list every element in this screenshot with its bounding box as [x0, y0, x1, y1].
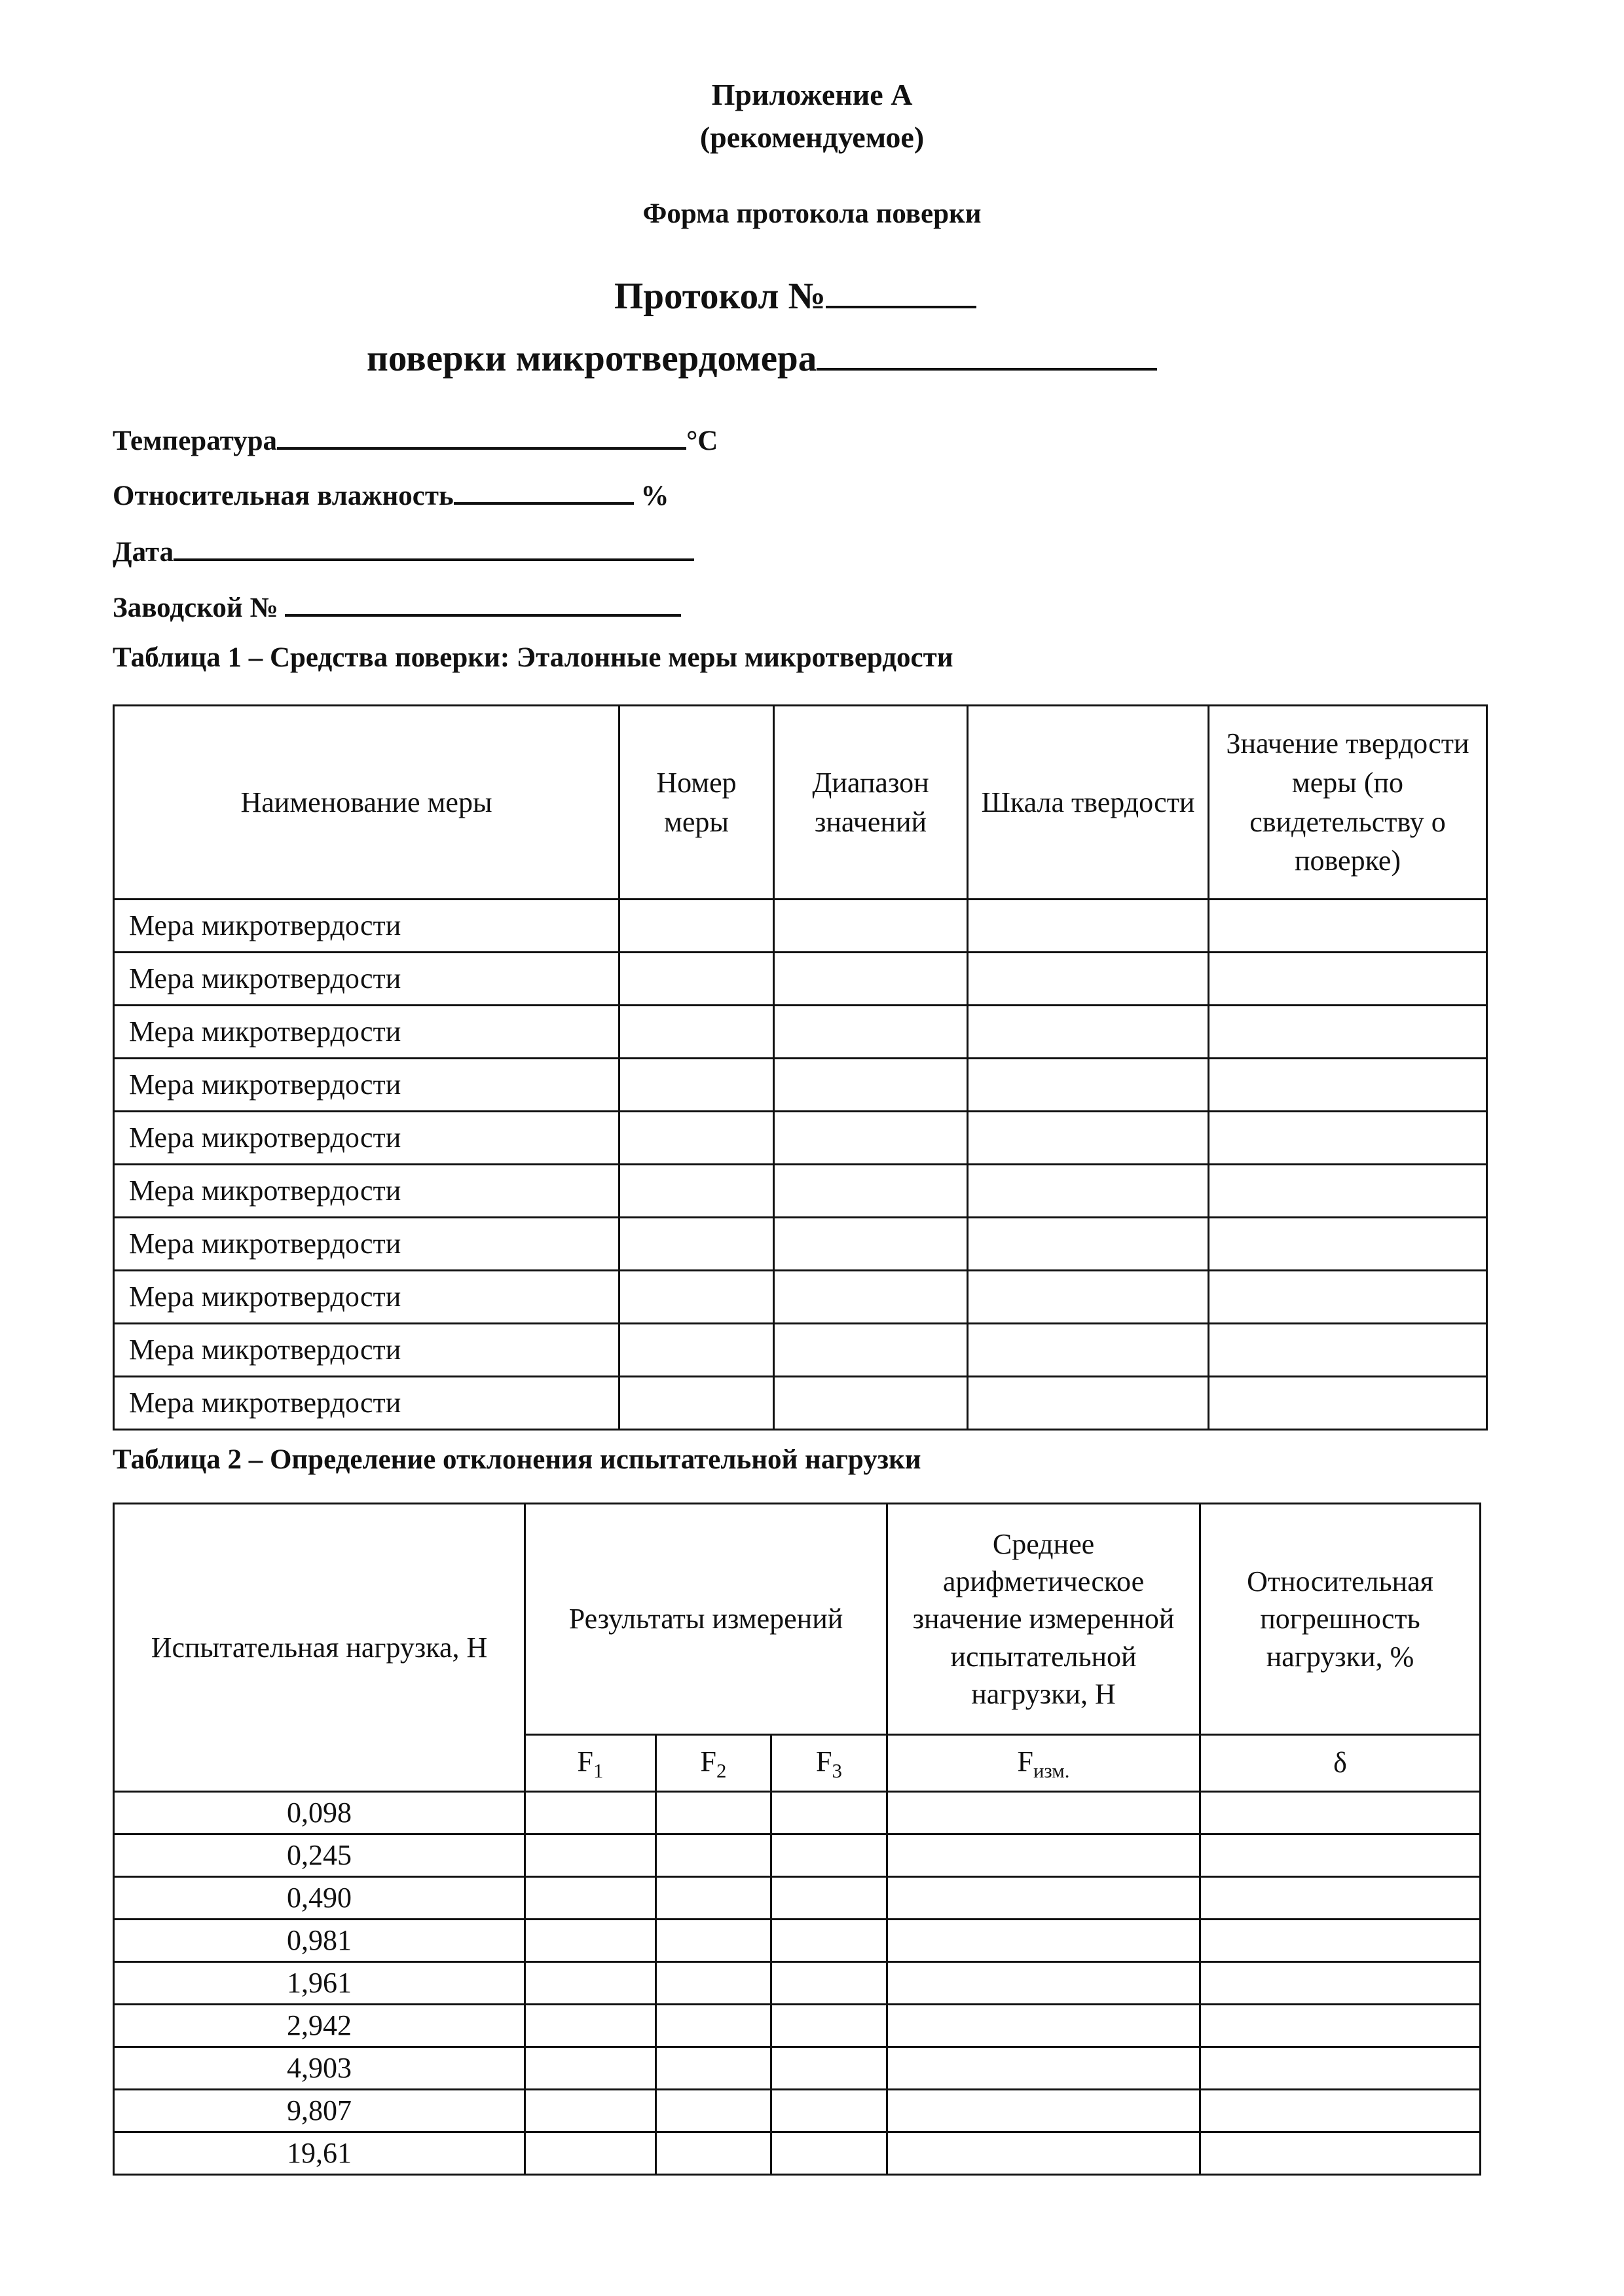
- measure-number-cell[interactable]: [619, 1006, 774, 1059]
- appendix-status: (рекомендуемое): [699, 120, 925, 154]
- hardness-value-cell[interactable]: [1209, 1112, 1487, 1165]
- value-range-cell[interactable]: [774, 1377, 968, 1430]
- f-measured-cell[interactable]: [887, 2090, 1200, 2132]
- measure-number-cell[interactable]: [619, 953, 774, 1006]
- f1-cell[interactable]: [525, 1877, 656, 1920]
- f3-cell[interactable]: [771, 2090, 887, 2132]
- test-load-cell: 2,942: [114, 2005, 525, 2047]
- f2-cell[interactable]: [656, 1877, 771, 1920]
- table-row: [114, 1962, 1481, 2005]
- load-deviation-table: [113, 1503, 1481, 2176]
- f1-cell[interactable]: [525, 2090, 656, 2132]
- delta-cell[interactable]: [1200, 2047, 1481, 2090]
- test-load-cell: 0,245: [114, 1834, 525, 1877]
- humidity-label: Относительная влажность: [113, 481, 454, 511]
- header-measure-name: Наименование меры: [114, 706, 619, 900]
- measure-name-cell: Мера микротвердости: [114, 900, 619, 953]
- device-blank[interactable]: [817, 331, 1157, 371]
- table-row: [114, 1792, 1481, 1834]
- f3-cell[interactable]: [771, 2047, 887, 2090]
- f-measured-cell[interactable]: [887, 2005, 1200, 2047]
- f3-cell[interactable]: [771, 1877, 887, 1920]
- device-line: [367, 331, 1157, 380]
- serial-blank[interactable]: [285, 586, 681, 617]
- table-row: [114, 1112, 1487, 1165]
- measures-table: [113, 704, 1488, 1430]
- value-range-cell[interactable]: [774, 953, 968, 1006]
- table-row: [114, 1059, 1487, 1112]
- value-range-cell[interactable]: [774, 1324, 968, 1377]
- protocol-number-line: [614, 268, 976, 318]
- measure-number-cell[interactable]: [619, 900, 774, 953]
- measure-name-cell: Мера микротвердости: [114, 1271, 619, 1324]
- measure-name-cell: Мера микротвердости: [114, 1218, 619, 1271]
- humidity-blank[interactable]: [454, 474, 634, 505]
- protocol-label: Протокол №: [614, 276, 826, 317]
- f2-cell[interactable]: [656, 1920, 771, 1962]
- value-range-cell[interactable]: [774, 1112, 968, 1165]
- hardness-value-cell[interactable]: [1209, 900, 1487, 953]
- f2-cell[interactable]: [656, 1834, 771, 1877]
- value-range-cell[interactable]: [774, 1165, 968, 1218]
- table-row: [114, 1377, 1487, 1430]
- temperature-unit: °С: [686, 426, 718, 456]
- device-label: поверки микротвердомера: [367, 338, 817, 379]
- table-row: [114, 1324, 1487, 1377]
- table-row: [114, 1920, 1481, 1962]
- measure-name-cell: Мера микротвердости: [114, 1006, 619, 1059]
- measure-number-cell[interactable]: [619, 1324, 774, 1377]
- test-load-cell: 0,098: [114, 1792, 525, 1834]
- measure-number-cell[interactable]: [619, 1377, 774, 1430]
- hardness-value-cell[interactable]: [1209, 1006, 1487, 1059]
- f-measured-cell[interactable]: [887, 1834, 1200, 1877]
- test-load-cell: 4,903: [114, 2047, 525, 2090]
- measure-name-cell: Мера микротвердости: [114, 1165, 619, 1218]
- hardness-scale-cell[interactable]: [968, 1006, 1209, 1059]
- f2-cell[interactable]: [656, 2047, 771, 2090]
- hardness-value-cell[interactable]: [1209, 953, 1487, 1006]
- hardness-scale-cell[interactable]: [968, 1059, 1209, 1112]
- header-mean-load: Среднее арифметическое значение измеренной испытательной нагрузки, Н: [887, 1504, 1200, 1735]
- value-range-cell[interactable]: [774, 1006, 968, 1059]
- humidity-field: [113, 474, 669, 512]
- measure-name-cell: Мера микротвердости: [114, 1324, 619, 1377]
- f2-cell[interactable]: [656, 2132, 771, 2175]
- measure-name-cell: Мера микротвердости: [114, 1112, 619, 1165]
- delta-cell[interactable]: [1200, 2132, 1481, 2175]
- header-f2: $F_2$: [656, 1735, 771, 1792]
- form-title: Форма протокола поверки: [642, 198, 982, 229]
- header-delta: δ: [1200, 1735, 1481, 1792]
- table-row: [114, 900, 1487, 953]
- test-load-cell: 1,961: [114, 1962, 525, 2005]
- f1-cell[interactable]: [525, 2005, 656, 2047]
- table1-header-row: [114, 706, 1487, 900]
- table-row: [114, 1271, 1487, 1324]
- test-load-cell: 9,807: [114, 2090, 525, 2132]
- hardness-value-cell[interactable]: [1209, 1165, 1487, 1218]
- serial-label: Заводской №: [113, 592, 278, 623]
- f1-cell[interactable]: [525, 1834, 656, 1877]
- hardness-scale-cell[interactable]: [968, 900, 1209, 953]
- f3-cell[interactable]: [771, 1920, 887, 1962]
- f3-cell[interactable]: [771, 2132, 887, 2175]
- f2-cell[interactable]: [656, 1792, 771, 1834]
- hardness-scale-cell[interactable]: [968, 1112, 1209, 1165]
- table-row: [114, 1006, 1487, 1059]
- value-range-cell[interactable]: [774, 1271, 968, 1324]
- header-test-load: Испытательная нагрузка, Н: [114, 1504, 525, 1792]
- hardness-value-cell[interactable]: [1209, 1271, 1487, 1324]
- table-row: [114, 1834, 1481, 1877]
- hardness-scale-cell[interactable]: [968, 1218, 1209, 1271]
- delta-cell[interactable]: [1200, 2090, 1481, 2132]
- f1-cell[interactable]: [525, 1920, 656, 1962]
- test-load-cell: 19,61: [114, 2132, 525, 2175]
- table2-caption: Таблица 2 – Определение отклонения испытательной нагрузки: [113, 1444, 921, 1475]
- protocol-number-blank[interactable]: [826, 268, 976, 308]
- measure-name-cell: Мера микротвердости: [114, 953, 619, 1006]
- table-row: [114, 953, 1487, 1006]
- delta-cell[interactable]: [1200, 1962, 1481, 2005]
- measure-number-cell[interactable]: [619, 1112, 774, 1165]
- delta-cell[interactable]: [1200, 1834, 1481, 1877]
- f-measured-cell[interactable]: [887, 2132, 1200, 2175]
- table-row: [114, 1218, 1487, 1271]
- f2-cell[interactable]: [656, 2090, 771, 2132]
- hardness-scale-cell[interactable]: [968, 1165, 1209, 1218]
- f-measured-cell[interactable]: [887, 1792, 1200, 1834]
- header-f1: $F_1$: [525, 1735, 656, 1792]
- hardness-scale-cell[interactable]: [968, 1324, 1209, 1377]
- test-load-cell: 0,490: [114, 1877, 525, 1920]
- serial-field: [113, 586, 681, 624]
- hardness-value-cell[interactable]: [1209, 1377, 1487, 1430]
- delta-cell[interactable]: [1200, 1877, 1481, 1920]
- hardness-scale-cell[interactable]: [968, 953, 1209, 1006]
- delta-cell[interactable]: [1200, 2005, 1481, 2047]
- table-row: [114, 2132, 1481, 2175]
- measure-name-cell: Мера микротвердости: [114, 1377, 619, 1430]
- f3-cell[interactable]: [771, 1792, 887, 1834]
- date-field: [113, 530, 694, 568]
- header-f-measured: $F_{изм.}$: [887, 1735, 1200, 1792]
- hardness-value-cell[interactable]: [1209, 1218, 1487, 1271]
- date-blank[interactable]: [174, 530, 694, 561]
- value-range-cell[interactable]: [774, 1218, 968, 1271]
- temperature-field: [113, 419, 718, 457]
- appendix-title: Приложение А: [711, 78, 913, 111]
- hardness-value-cell[interactable]: [1209, 1324, 1487, 1377]
- hardness-scale-cell[interactable]: [968, 1271, 1209, 1324]
- table2-header-row: [114, 1504, 1481, 1735]
- f1-cell[interactable]: [525, 2047, 656, 2090]
- header-f3: $F_3$: [771, 1735, 887, 1792]
- header-measurement-results: Результаты измерений: [525, 1504, 887, 1735]
- temperature-label: Температура: [113, 426, 278, 456]
- measure-number-cell[interactable]: [619, 1271, 774, 1324]
- measure-number-cell[interactable]: [619, 1059, 774, 1112]
- measure-name-cell: Мера микротвердости: [114, 1059, 619, 1112]
- value-range-cell[interactable]: [774, 900, 968, 953]
- measure-number-cell[interactable]: [619, 1165, 774, 1218]
- humidity-unit: %: [640, 481, 669, 511]
- f1-cell[interactable]: [525, 2132, 656, 2175]
- delta-cell[interactable]: [1200, 1792, 1481, 1834]
- hardness-scale-cell[interactable]: [968, 1377, 1209, 1430]
- hardness-value-cell[interactable]: [1209, 1059, 1487, 1112]
- table-row: [114, 2090, 1481, 2132]
- table-row: [114, 2005, 1481, 2047]
- header-hardness-scale: Шкала твердости: [968, 706, 1209, 900]
- f3-cell[interactable]: [771, 1834, 887, 1877]
- date-label: Дата: [113, 537, 174, 568]
- f3-cell[interactable]: [771, 1962, 887, 2005]
- f2-cell[interactable]: [656, 2005, 771, 2047]
- header-value-range: Диапазон значений: [774, 706, 968, 900]
- f-measured-cell[interactable]: [887, 1962, 1200, 2005]
- temperature-blank[interactable]: [277, 419, 686, 450]
- f-measured-cell[interactable]: [887, 2047, 1200, 2090]
- header-hardness-value: Значение твердости меры (по свидетельству о поверке): [1209, 706, 1487, 900]
- delta-cell[interactable]: [1200, 1920, 1481, 1962]
- f-measured-cell[interactable]: [887, 1920, 1200, 1962]
- value-range-cell[interactable]: [774, 1059, 968, 1112]
- f2-cell[interactable]: [656, 1962, 771, 2005]
- table1-caption: Таблица 1 – Средства поверки: Эталонные меры микротвердости: [113, 642, 953, 673]
- f3-cell[interactable]: [771, 2005, 887, 2047]
- f1-cell[interactable]: [525, 1792, 656, 1834]
- f1-cell[interactable]: [525, 1962, 656, 2005]
- f-measured-cell[interactable]: [887, 1877, 1200, 1920]
- table-row: [114, 1877, 1481, 1920]
- measure-number-cell[interactable]: [619, 1218, 774, 1271]
- header-relative-error: Относительная погрешность нагрузки, %: [1200, 1504, 1481, 1735]
- table-row: [114, 2047, 1481, 2090]
- header-measure-number: Номер меры: [619, 706, 774, 900]
- table-row: [114, 1165, 1487, 1218]
- test-load-cell: 0,981: [114, 1920, 525, 1962]
